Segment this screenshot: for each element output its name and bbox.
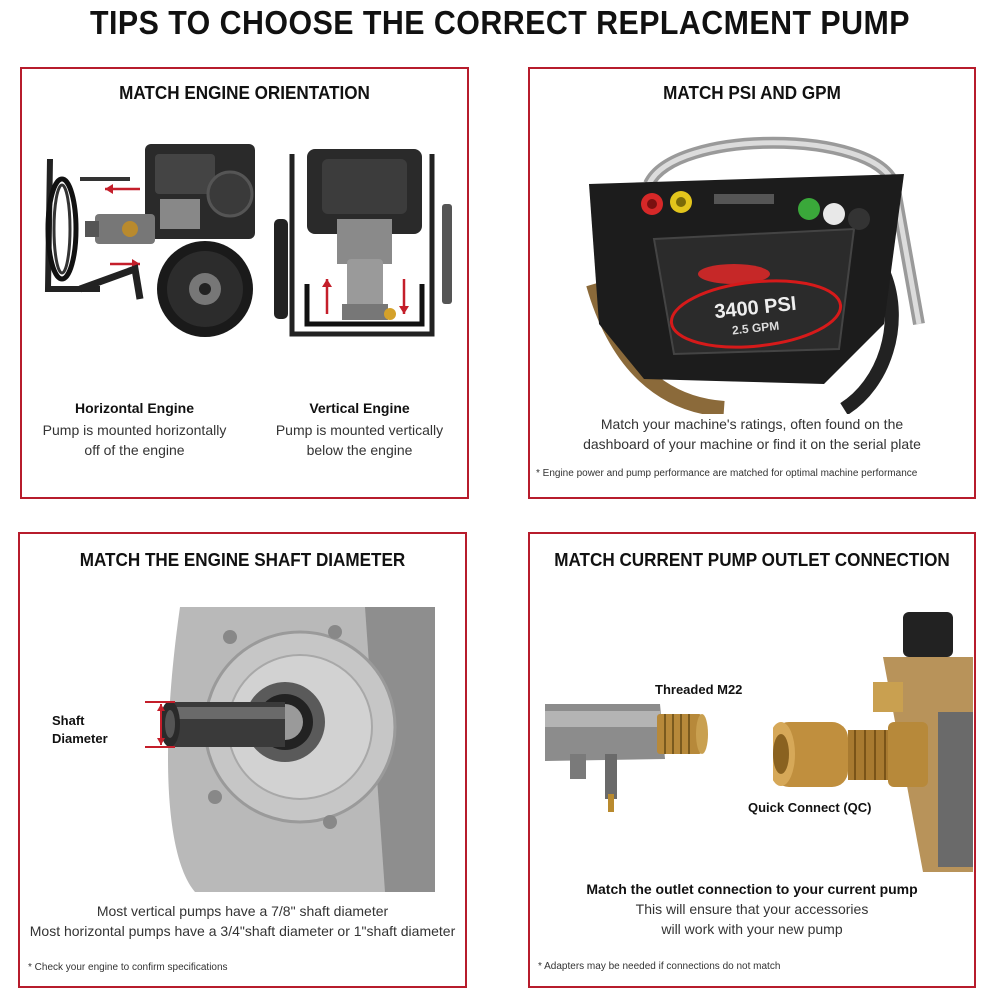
- panel-title: MATCH CURRENT PUMP OUTLET CONNECTION: [554, 550, 950, 570]
- vertical-engine-text: [252, 398, 467, 460]
- psi-gpm-panel: [528, 67, 976, 499]
- psi-gpm-description: [530, 414, 974, 454]
- horizontal-engine-line1: Pump is mounted horizontally: [42, 422, 227, 438]
- vertical-engine-heading: Vertical Engine: [309, 400, 410, 416]
- threaded-m22-label: Threaded M22: [655, 682, 743, 697]
- shaft-diameter-callout: [52, 712, 108, 748]
- panel-title: MATCH ENGINE ORIENTATION: [119, 83, 370, 103]
- dashboard-psi-label: 3400 PSI: [713, 292, 798, 324]
- psi-gpm-line1: Match your machine's ratings, often found on the: [600, 416, 904, 432]
- psi-gpm-line2: dashboard of your machine or find it on the serial plate: [583, 436, 921, 452]
- shaft-line2: Most horizontal pumps have a 3/4"shaft diameter or 1"shaft diameter: [29, 923, 456, 939]
- outlet-line2: will work with your new pump: [661, 921, 843, 937]
- vertical-engine-line2: below the engine: [306, 442, 413, 458]
- shaft-footnote: * Check your engine to confirm specifications: [28, 962, 228, 973]
- shaft-callout-line2: Diameter: [52, 731, 108, 746]
- outlet-heading: Match the outlet connection to your current pump: [586, 881, 918, 897]
- horizontal-engine-line2: off of the engine: [84, 442, 185, 458]
- vertical-engine-image: [272, 144, 457, 359]
- panel-title: MATCH THE ENGINE SHAFT DIAMETER: [79, 550, 406, 570]
- shaft-line1: Most vertical pumps have a 7/8" shaft diameter: [96, 903, 389, 919]
- panel-title: MATCH PSI AND GPM: [663, 83, 841, 103]
- dashboard-gpm-label: 2.5 GPM: [731, 318, 780, 338]
- engine-orientation-panel: [20, 67, 469, 499]
- horizontal-engine-text: [22, 398, 247, 460]
- quick-connect-label: Quick Connect (QC): [748, 800, 872, 815]
- psi-gpm-footnote: * Engine power and pump performance are matched for optimal machine performance: [536, 468, 918, 479]
- shaft-diameter-panel: [18, 532, 467, 988]
- pressure-washer-dashboard-image: [584, 124, 929, 414]
- engine-shaft-image: [135, 607, 435, 892]
- threaded-m22-fitting-image: [545, 699, 715, 814]
- outlet-line1: This will ensure that your accessories: [635, 901, 869, 917]
- horizontal-engine-heading: Horizontal Engine: [75, 400, 194, 416]
- page-title: TIPS TO CHOOSE THE CORRECT REPLACMENT PUMP: [90, 4, 910, 41]
- outlet-connection-panel: [528, 532, 976, 988]
- shaft-callout-line1: Shaft: [52, 713, 85, 728]
- shaft-description: [20, 901, 465, 941]
- outlet-footnote: * Adapters may be needed if connections do not match: [538, 961, 781, 972]
- outlet-description: [530, 879, 974, 939]
- vertical-engine-line1: Pump is mounted vertically: [275, 422, 444, 438]
- horizontal-engine-image: [40, 139, 265, 339]
- quick-connect-fitting-image: [773, 612, 973, 902]
